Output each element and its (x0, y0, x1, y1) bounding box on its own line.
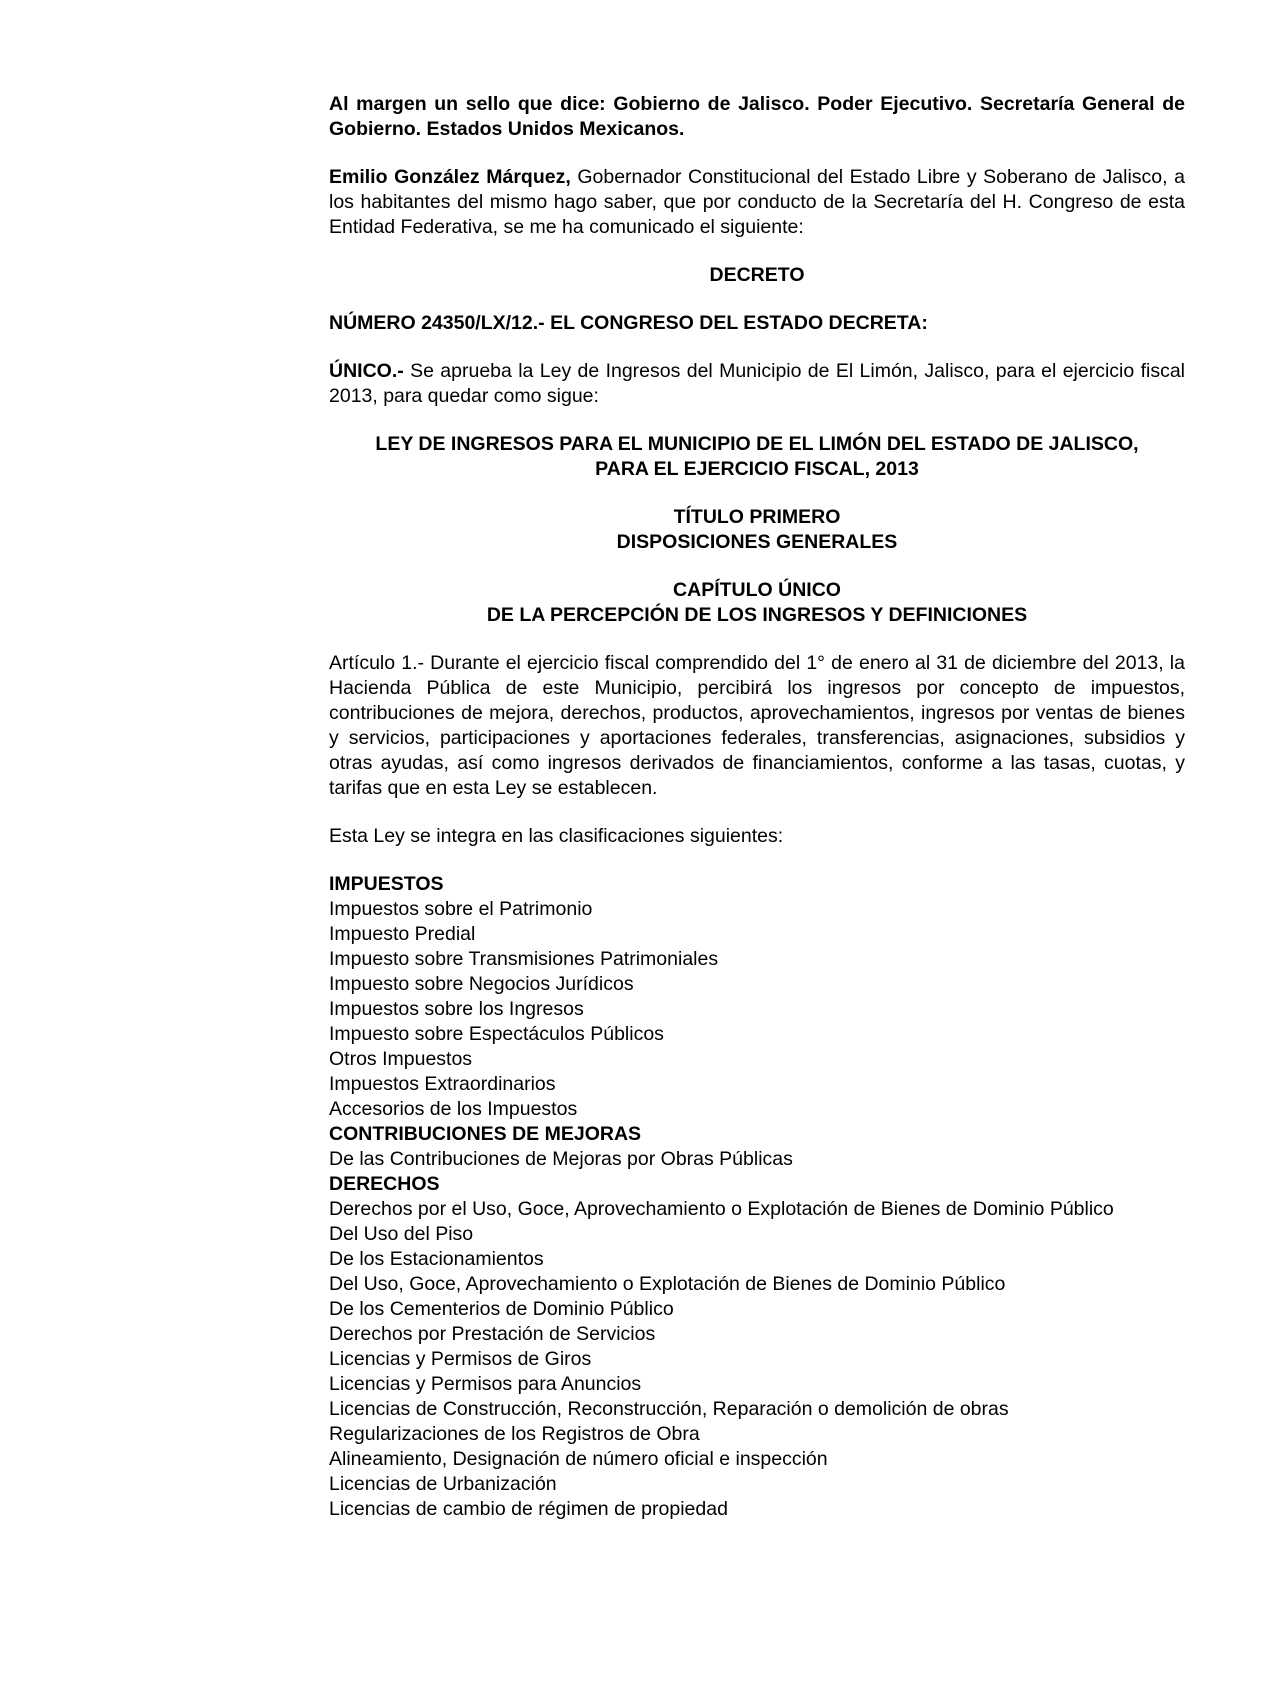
list-item: Alineamiento, Designación de número oficial e inspección (329, 1448, 828, 1470)
list-item: Otros Impuestos (329, 1048, 473, 1070)
impuestos-heading: IMPUESTOS (329, 873, 444, 895)
intro-paragraph (329, 165, 1185, 240)
list-item: Impuestos sobre el Patrimonio (329, 898, 593, 920)
capitulo-heading: CAPÍTULO ÚNICO (673, 579, 841, 601)
decree-number: NÚMERO 24350/LX/12.- EL CONGRESO DEL ESTADO DECRETA: (329, 312, 928, 334)
titulo-heading: TÍTULO PRIMERO (673, 506, 841, 528)
seal-note: Al margen un sello que dice: Gobierno de Jalisco. Poder Ejecutivo. Secretaría General de Gobierno. Estados Unidos Mexicanos. (329, 93, 1185, 140)
list-item: Del Uso, Goce, Aprovechamiento o Explotación de Bienes de Dominio Público (329, 1273, 1006, 1295)
governor-text: Gobernador Constitucional del Estado Libre y Soberano de Jalisco, a los habitantes del mismo hago saber, que por conducto de la Secretaría del H. Congreso de esta Entidad Federativa, se me ha comunicado el siguiente: (329, 166, 1185, 238)
impuestos-list (329, 897, 1185, 1122)
list-item: Impuesto sobre Transmisiones Patrimoniales (329, 948, 719, 970)
list-item: Licencias y Permisos para Anuncios (329, 1373, 642, 1395)
derechos-heading: DERECHOS (329, 1173, 440, 1195)
derechos-list (329, 1197, 1185, 1522)
decree-title: DECRETO (709, 264, 805, 286)
capitulo-subheading: DE LA PERCEPCIÓN DE LOS INGRESOS Y DEFINICIONES (486, 604, 1028, 626)
list-item: Del Uso del Piso (329, 1223, 474, 1245)
list-item: De las Contribuciones de Mejoras por Obras Públicas (329, 1148, 793, 1170)
list-item: Regularizaciones de los Registros de Obra (329, 1423, 700, 1445)
list-item: Impuestos Extraordinarios (329, 1073, 556, 1095)
article-1: Artículo 1.- Durante el ejercicio fiscal comprendido del 1° de enero al 31 de diciembre del 2013, la Hacienda Pública de este Municipio, percibirá los ingresos por concepto de impuestos, contribuciones de mejora, derechos, productos, aprovechamientos, ingresos por ventas de bienes y servicios, participaciones y aportaciones federales, transferencias, asignaciones, subsidios y otras ayudas, así como ingresos derivados de financiamientos, conforme a las tasas, cuotas, y tarifas que en esta Ley se establecen. (329, 652, 1185, 799)
list-item: Accesorios de los Impuestos (329, 1098, 578, 1120)
list-item: Impuestos sobre los Ingresos (329, 998, 584, 1020)
list-item: De los Cementerios de Dominio Público (329, 1298, 674, 1320)
list-item: Licencias y Permisos de Giros (329, 1348, 592, 1370)
list-item: Derechos por Prestación de Servicios (329, 1323, 656, 1345)
law-title-line-2: PARA EL EJERCICIO FISCAL, 2013 (595, 458, 919, 480)
governor-name: Emilio González Márquez, (329, 166, 571, 188)
contribuciones-heading: CONTRIBUCIONES DE MEJORAS (329, 1123, 642, 1145)
unico-paragraph (329, 359, 1185, 409)
classifications-intro: Esta Ley se integra en las clasificaciones siguientes: (329, 825, 784, 847)
list-item: Licencias de cambio de régimen de propiedad (329, 1498, 728, 1520)
document-page (329, 92, 1185, 1522)
contribuciones-list (329, 1147, 1185, 1172)
list-item: Licencias de Construcción, Reconstrucción, Reparación o demolición de obras (329, 1398, 1009, 1420)
list-item: Impuesto sobre Espectáculos Públicos (329, 1023, 664, 1045)
list-item: Derechos por el Uso, Goce, Aprovechamiento o Explotación de Bienes de Dominio Público (329, 1198, 1114, 1220)
law-title-line-1: LEY DE INGRESOS PARA EL MUNICIPIO DE EL LIMÓN DEL ESTADO DE JALISCO, (375, 433, 1139, 455)
list-item: Impuesto Predial (329, 923, 476, 945)
unico-text: Se aprueba la Ley de Ingresos del Municipio de El Limón, Jalisco, para el ejercicio fiscal 2013, para quedar como sigue: (329, 360, 1185, 407)
titulo-subheading: DISPOSICIONES GENERALES (616, 531, 898, 553)
list-item: De los Estacionamientos (329, 1248, 544, 1270)
list-item: Impuesto sobre Negocios Jurídicos (329, 973, 634, 995)
unico-label: ÚNICO.- (329, 360, 404, 382)
list-item: Licencias de Urbanización (329, 1473, 557, 1495)
